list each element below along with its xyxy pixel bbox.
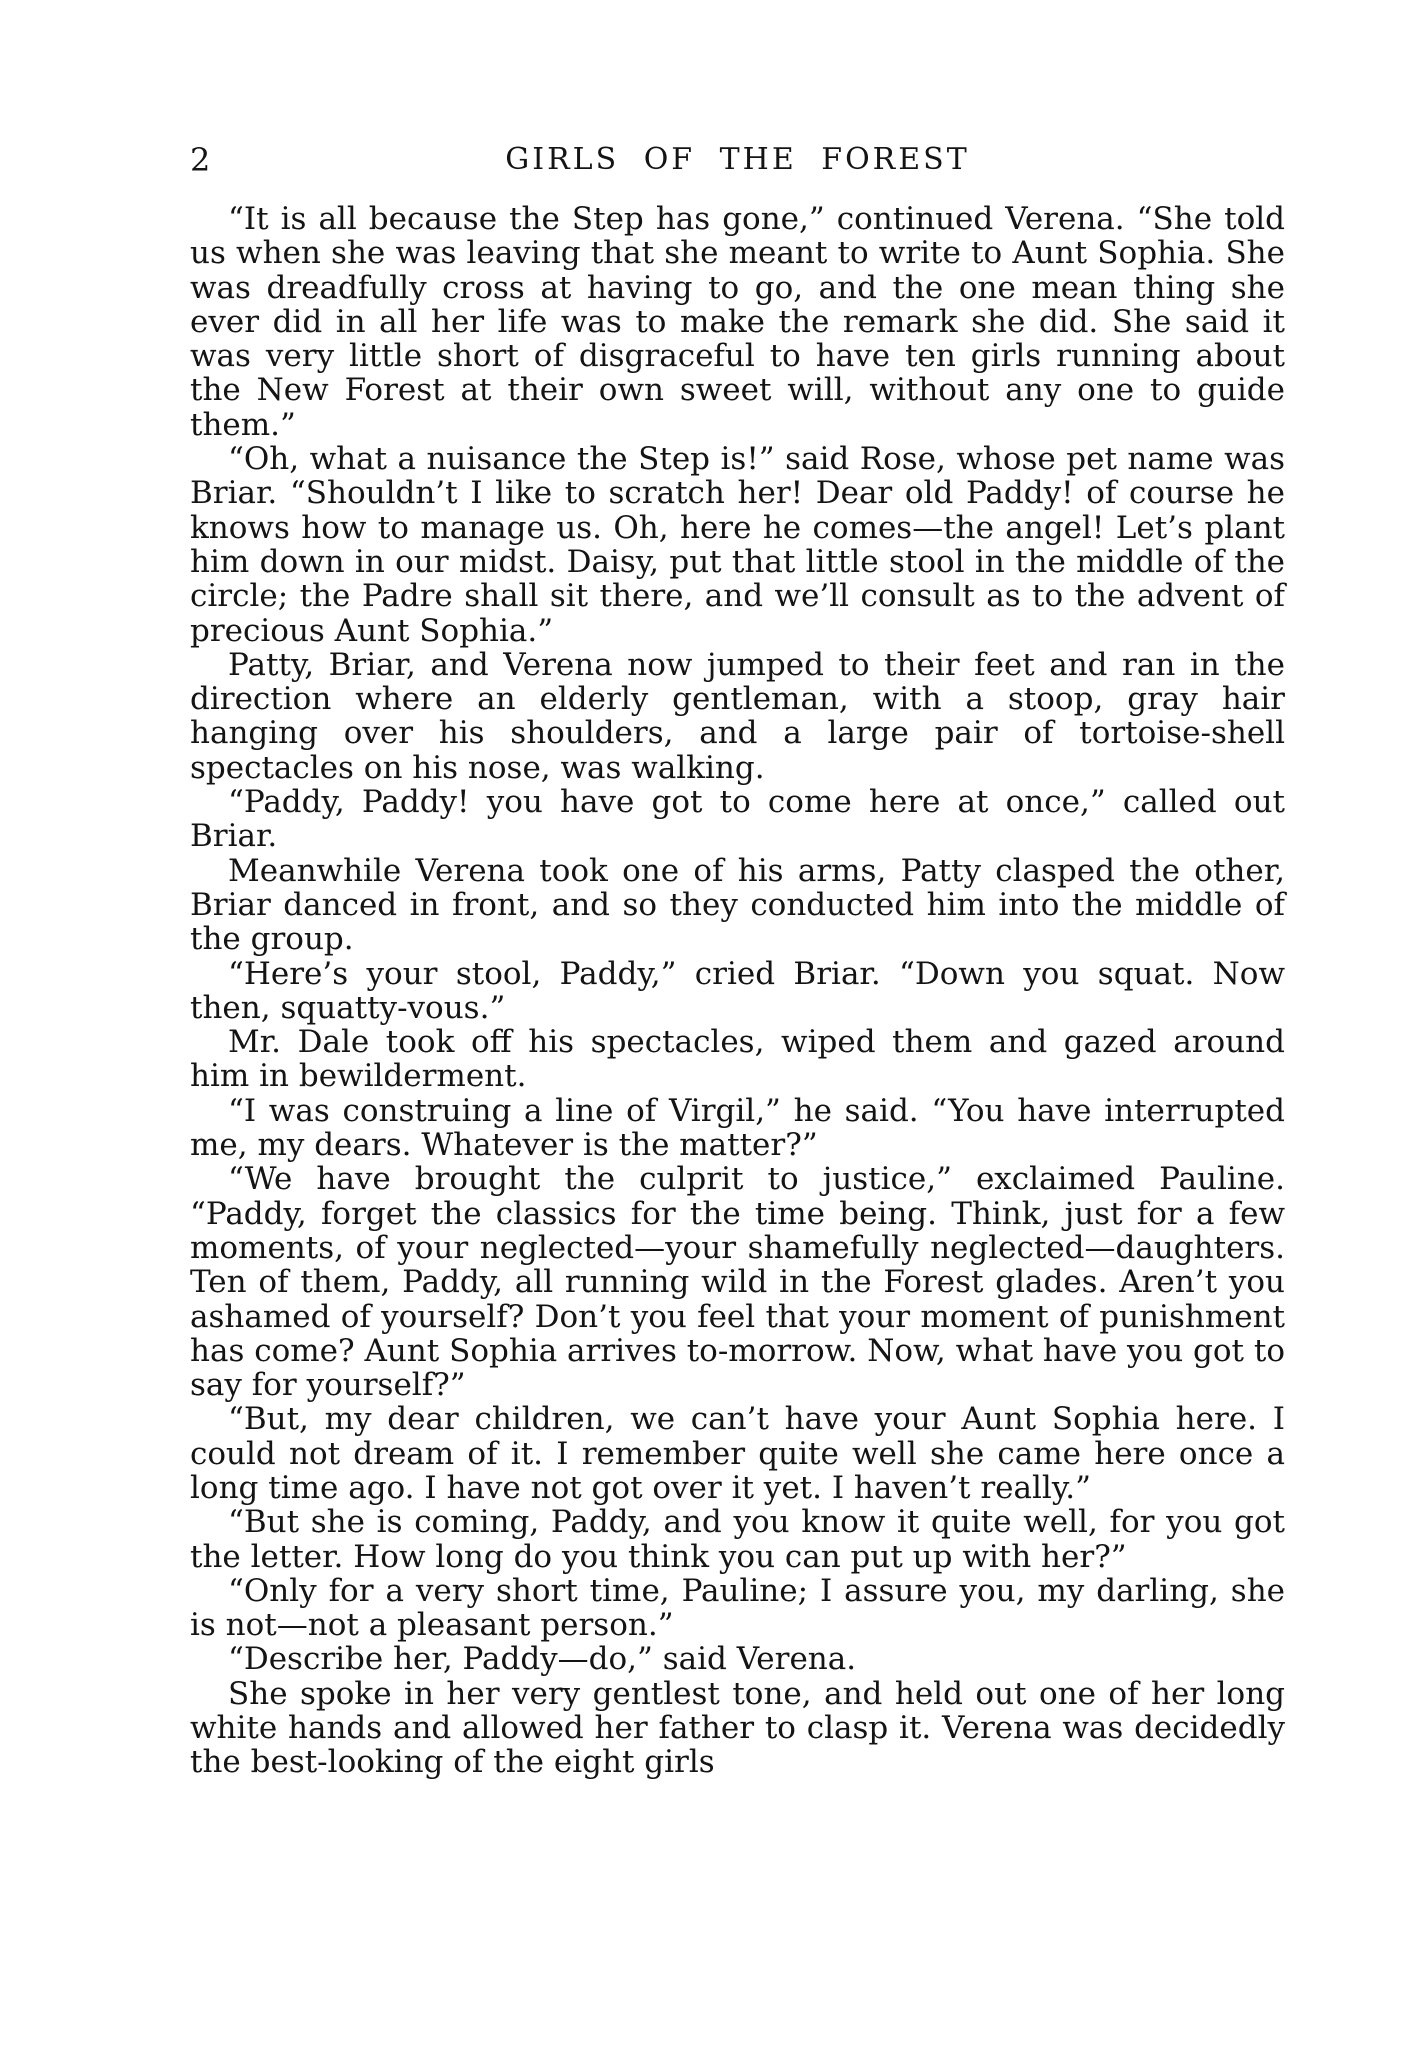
body-text (190, 202, 1285, 1780)
page-number: 2 (190, 141, 213, 179)
paragraph: “Describe her, Paddy—do,” said Verena. (228, 1641, 857, 1678)
paragraph: “Oh, what a nuisance the Step is!” said Rose, whose pet name was Briar. “Shouldn’t I like to scratch her! Dear old Paddy! of course he knows how to manage us. Oh, here he comes—the angel! Let’s plant him down in our midst. Daisy, put that little stool in the middle of the circle; the Padre shall sit there, and we’ll consult as to the advent of precious Aunt Sophia.” (190, 441, 1285, 649)
paragraph: “But she is coming, Paddy, and you know it quite well, for you got the letter. How long do you think you can put up with her?” (190, 1504, 1285, 1575)
book-page (190, 130, 1285, 1780)
paragraph: “It is all because the Step has gone,” continued Verena. “She told us when she was leaving that she meant to write to Aunt Sophia. She was dreadfully cross at having to go, and the one mean thing she ever did in all her life was to make the remark she did. She said it was very little short of disgraceful to have ten girls running about the New Forest at their own sweet will, without any one to guide them.” (190, 201, 1285, 443)
paragraph: “Paddy, Paddy! you have got to come here at once,” called out Briar. (190, 784, 1285, 855)
paragraph: “I was construing a line of Virgil,” he said. “You have interrupted me, my dears. Whatever is the matter?” (190, 1092, 1285, 1164)
page-header (190, 130, 1285, 190)
paragraph: “We have brought the culprit to justice,” exclaimed Pauline. “Paddy, forget the classics for the time being. Think, just for a few moments, of your neglected—your shamefully neglected—daughters. Ten of them, Paddy, all running wild in the Forest glades. Aren’t you ashamed of yourself? Don’t you feel that your moment of punishment has come? Aunt Sophia arrives to-morrow. Now, what have you got to say for yourself?” (190, 1161, 1285, 1404)
paragraph: She spoke in her very gentlest tone, and held out one of her long white hands and allowed her father to clasp it. Verena was decidedly the best-looking of the eight girls (190, 1675, 1285, 1781)
running-title: GIRLS OF THE FOREST (505, 142, 970, 177)
paragraph: Meanwhile Verena took one of his arms, Patty clasped the other, Briar danced in front, and so they conducted him into the middle of the group. (190, 852, 1285, 958)
paragraph: “Only for a very short time, Pauline; I assure you, my darling, she is not—not a pleasant person.” (190, 1572, 1285, 1644)
paragraph: Patty, Briar, and Verena now jumped to their feet and ran in the direction where an elderly gentleman, with a stoop, gray hair hanging over his shoulders, and a large pair of tortoise-shell spectacles on his nose, was walking. (190, 646, 1285, 786)
paragraph: “But, my dear children, we can’t have your Aunt Sophia here. I could not dream of it. I remember quite well she came here once a long time ago. I have not got over it yet. I haven’t really.” (190, 1401, 1285, 1506)
paragraph: “Here’s your stool, Paddy,” cried Briar. “Down you squat. Now then, squatty-vous.” (190, 955, 1285, 1026)
paragraph: Mr. Dale took off his spectacles, wiped them and gazed around him in bewilderment. (190, 1024, 1285, 1095)
